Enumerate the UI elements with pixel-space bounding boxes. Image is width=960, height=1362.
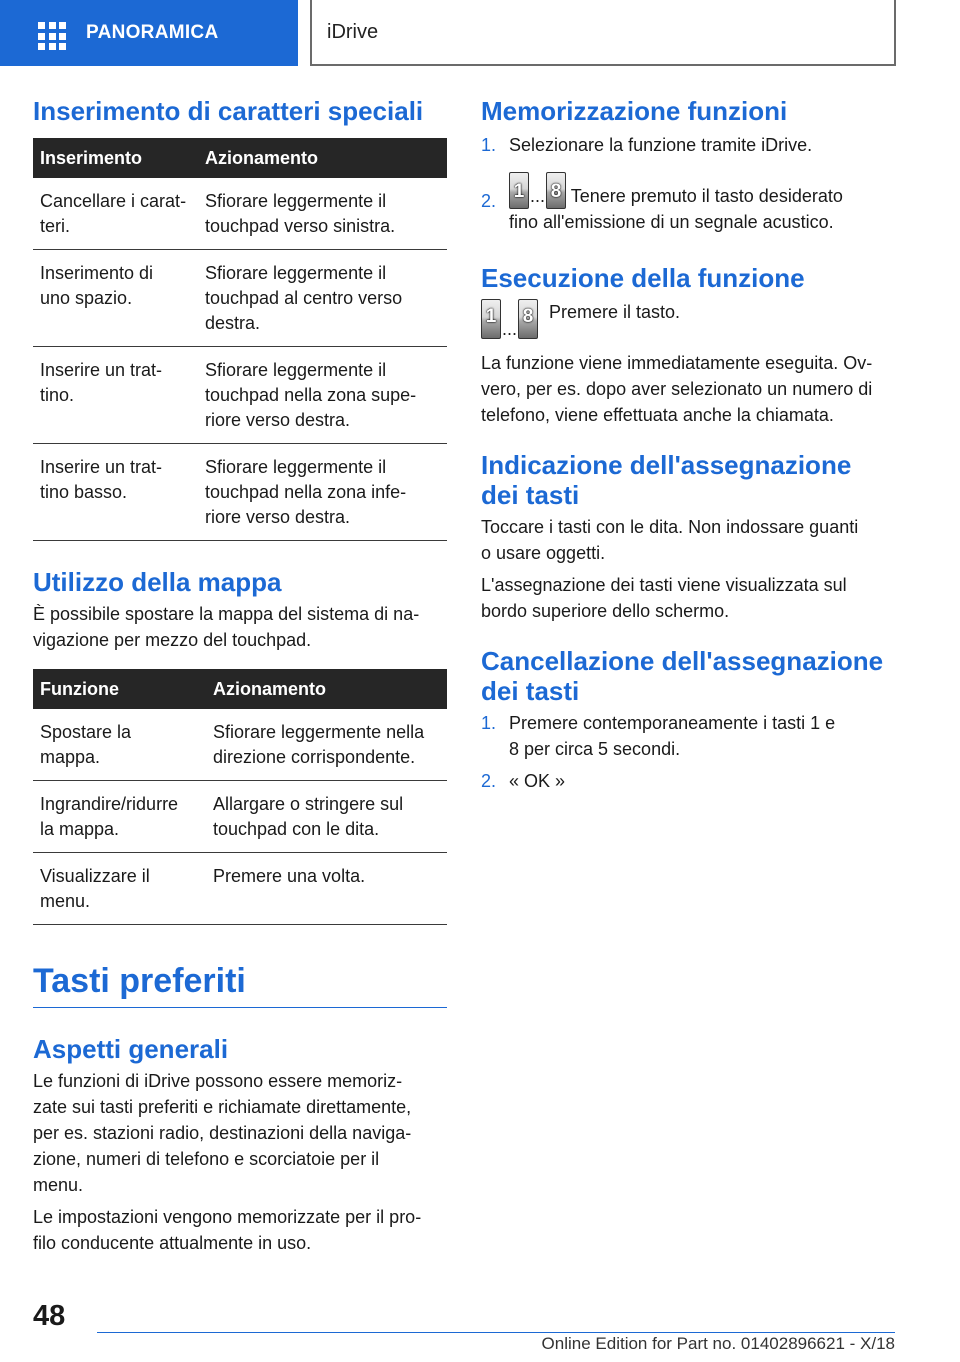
general-aspects-para-2: Le impostazioni vengono memorizzate per il pro- filo conducente attualmente in uso. (33, 1207, 422, 1253)
grid-menu-icon (38, 22, 66, 44)
execute-function-para: La funzione viene immediatamente eseguita. Ov- vero, per es. dopo aver selezionato un numero di telefono, viene effettuata anche la chiamata. (481, 353, 873, 425)
table-row (33, 853, 447, 925)
table-cell: Allargare o stringere sul touchpad con le dita. (206, 781, 447, 853)
table-row (33, 781, 447, 853)
table-row (33, 178, 447, 250)
table-header-cell: Azionamento (198, 138, 447, 178)
table-row (33, 709, 447, 781)
section-title-key-assignment-display: Indicazione dell'assegnazione dei tasti (481, 450, 852, 510)
key-assignment-para-2: L'assegnazione dei tasti viene visualizzata sul bordo superiore dello schermo. (481, 575, 847, 621)
list-item (481, 172, 895, 235)
special-characters-table (33, 138, 447, 541)
table-cell: Sfiorare leggermente il touchpad nella zona infe- riore verso destra. (198, 444, 447, 541)
section-title-map-usage: Utilizzo della mappa (33, 567, 282, 597)
key-range-dots: ... (530, 186, 546, 206)
footer-divider (97, 1332, 895, 1333)
tab-panoramica[interactable] (0, 0, 298, 66)
table-cell: Sfiorare leggermente il touchpad verso sinistra. (198, 178, 447, 250)
key-range-dots: ... (502, 319, 518, 339)
execute-key-row (481, 299, 895, 340)
table-header-row (33, 138, 447, 178)
favorite-key-1-icon: 1 (481, 299, 501, 339)
map-usage-intro: È possibile spostare la mappa del sistema di na- vigazione per mezzo del touchpad. (33, 604, 420, 650)
left-column (33, 96, 447, 1256)
favorite-key-1-icon: 1 (509, 172, 529, 209)
table-cell: Sfiorare leggermente nella direzione corrispondente. (206, 709, 447, 781)
table-cell: Spostare la mappa. (33, 709, 206, 781)
execute-key-text: Premere il tasto. (549, 302, 681, 322)
step-text: Selezionare la funzione tramite iDrive. (509, 135, 813, 155)
clear-assignment-steps (481, 710, 895, 794)
page-number: 48 (33, 1300, 66, 1332)
tab-idrive-label: iDrive (327, 20, 379, 43)
table-cell: Premere una volta. (206, 853, 447, 925)
list-item (481, 768, 895, 794)
right-column (481, 96, 895, 794)
general-aspects-para-1: Le funzioni di iDrive possono essere memoriz- zate sui tasti preferiti e richiamate direttamente, per es. stazioni radio, destinazioni della naviga- zione, numeri di telefono e scorciatoie per il menu. (33, 1071, 412, 1195)
tab-panoramica-label: PANORAMICA (86, 22, 219, 43)
table-header-cell: Inserimento (33, 138, 198, 178)
map-usage-table (33, 669, 447, 925)
section-title-general-aspects: Aspetti generali (33, 1034, 229, 1064)
table-header-row (33, 669, 447, 709)
table-cell: Sfiorare leggermente il touchpad nella zona supe- riore verso destra. (198, 347, 447, 444)
step-text: Tenere premuto il tasto desiderato fino all'emissione di un segnale acustico. (509, 186, 843, 232)
step-text: « OK » (509, 771, 566, 791)
key-assignment-para-1: Toccare i tasti con le dita. Non indossare guanti o usare oggetti. (481, 517, 859, 563)
section-title-store-functions: Memorizzazione funzioni (481, 96, 788, 126)
table-row (33, 250, 447, 347)
table-cell: Inserire un trat- tino. (33, 347, 198, 444)
step-number: 2. (481, 191, 497, 211)
favorite-key-8-icon: 8 (546, 172, 566, 209)
table-cell: Inserimento di uno spazio. (33, 250, 198, 347)
step-number: 1. (481, 135, 497, 155)
section-title-execute-function: Esecuzione della funzione (481, 263, 805, 293)
section-title-special-characters: Inserimento di caratteri speciali (33, 96, 424, 126)
step-number: 1. (481, 713, 497, 733)
store-functions-steps (481, 132, 895, 235)
step-number: 2. (481, 771, 497, 791)
table-cell: Inserire un trat- tino basso. (33, 444, 198, 541)
table-cell: Ingrandire/ridurre la mappa. (33, 781, 206, 853)
favorite-key-8-icon: 8 (518, 299, 538, 339)
table-cell: Visualizzare il menu. (33, 853, 206, 925)
list-item (481, 132, 895, 158)
chapter-title-favorite-keys: Tasti preferiti (33, 961, 447, 1008)
table-row (33, 444, 447, 541)
section-title-clear-assignment: Cancellazione dell'assegnazione dei tasti (481, 646, 884, 706)
table-header-cell: Azionamento (206, 669, 447, 709)
top-bar (0, 0, 960, 66)
table-header-cell: Funzione (33, 669, 206, 709)
footer-edition: Online Edition for Part no. 01402896621 - X/18 (541, 1334, 895, 1353)
tab-idrive[interactable] (310, 0, 896, 66)
table-row (33, 347, 447, 444)
table-cell: Cancellare i carat- teri. (33, 178, 198, 250)
step-text: Premere contemporaneamente i tasti 1 e 8 per circa 5 secondi. (509, 713, 836, 759)
list-item (481, 710, 895, 762)
table-cell: Sfiorare leggermente il touchpad al centro verso destra. (198, 250, 447, 347)
